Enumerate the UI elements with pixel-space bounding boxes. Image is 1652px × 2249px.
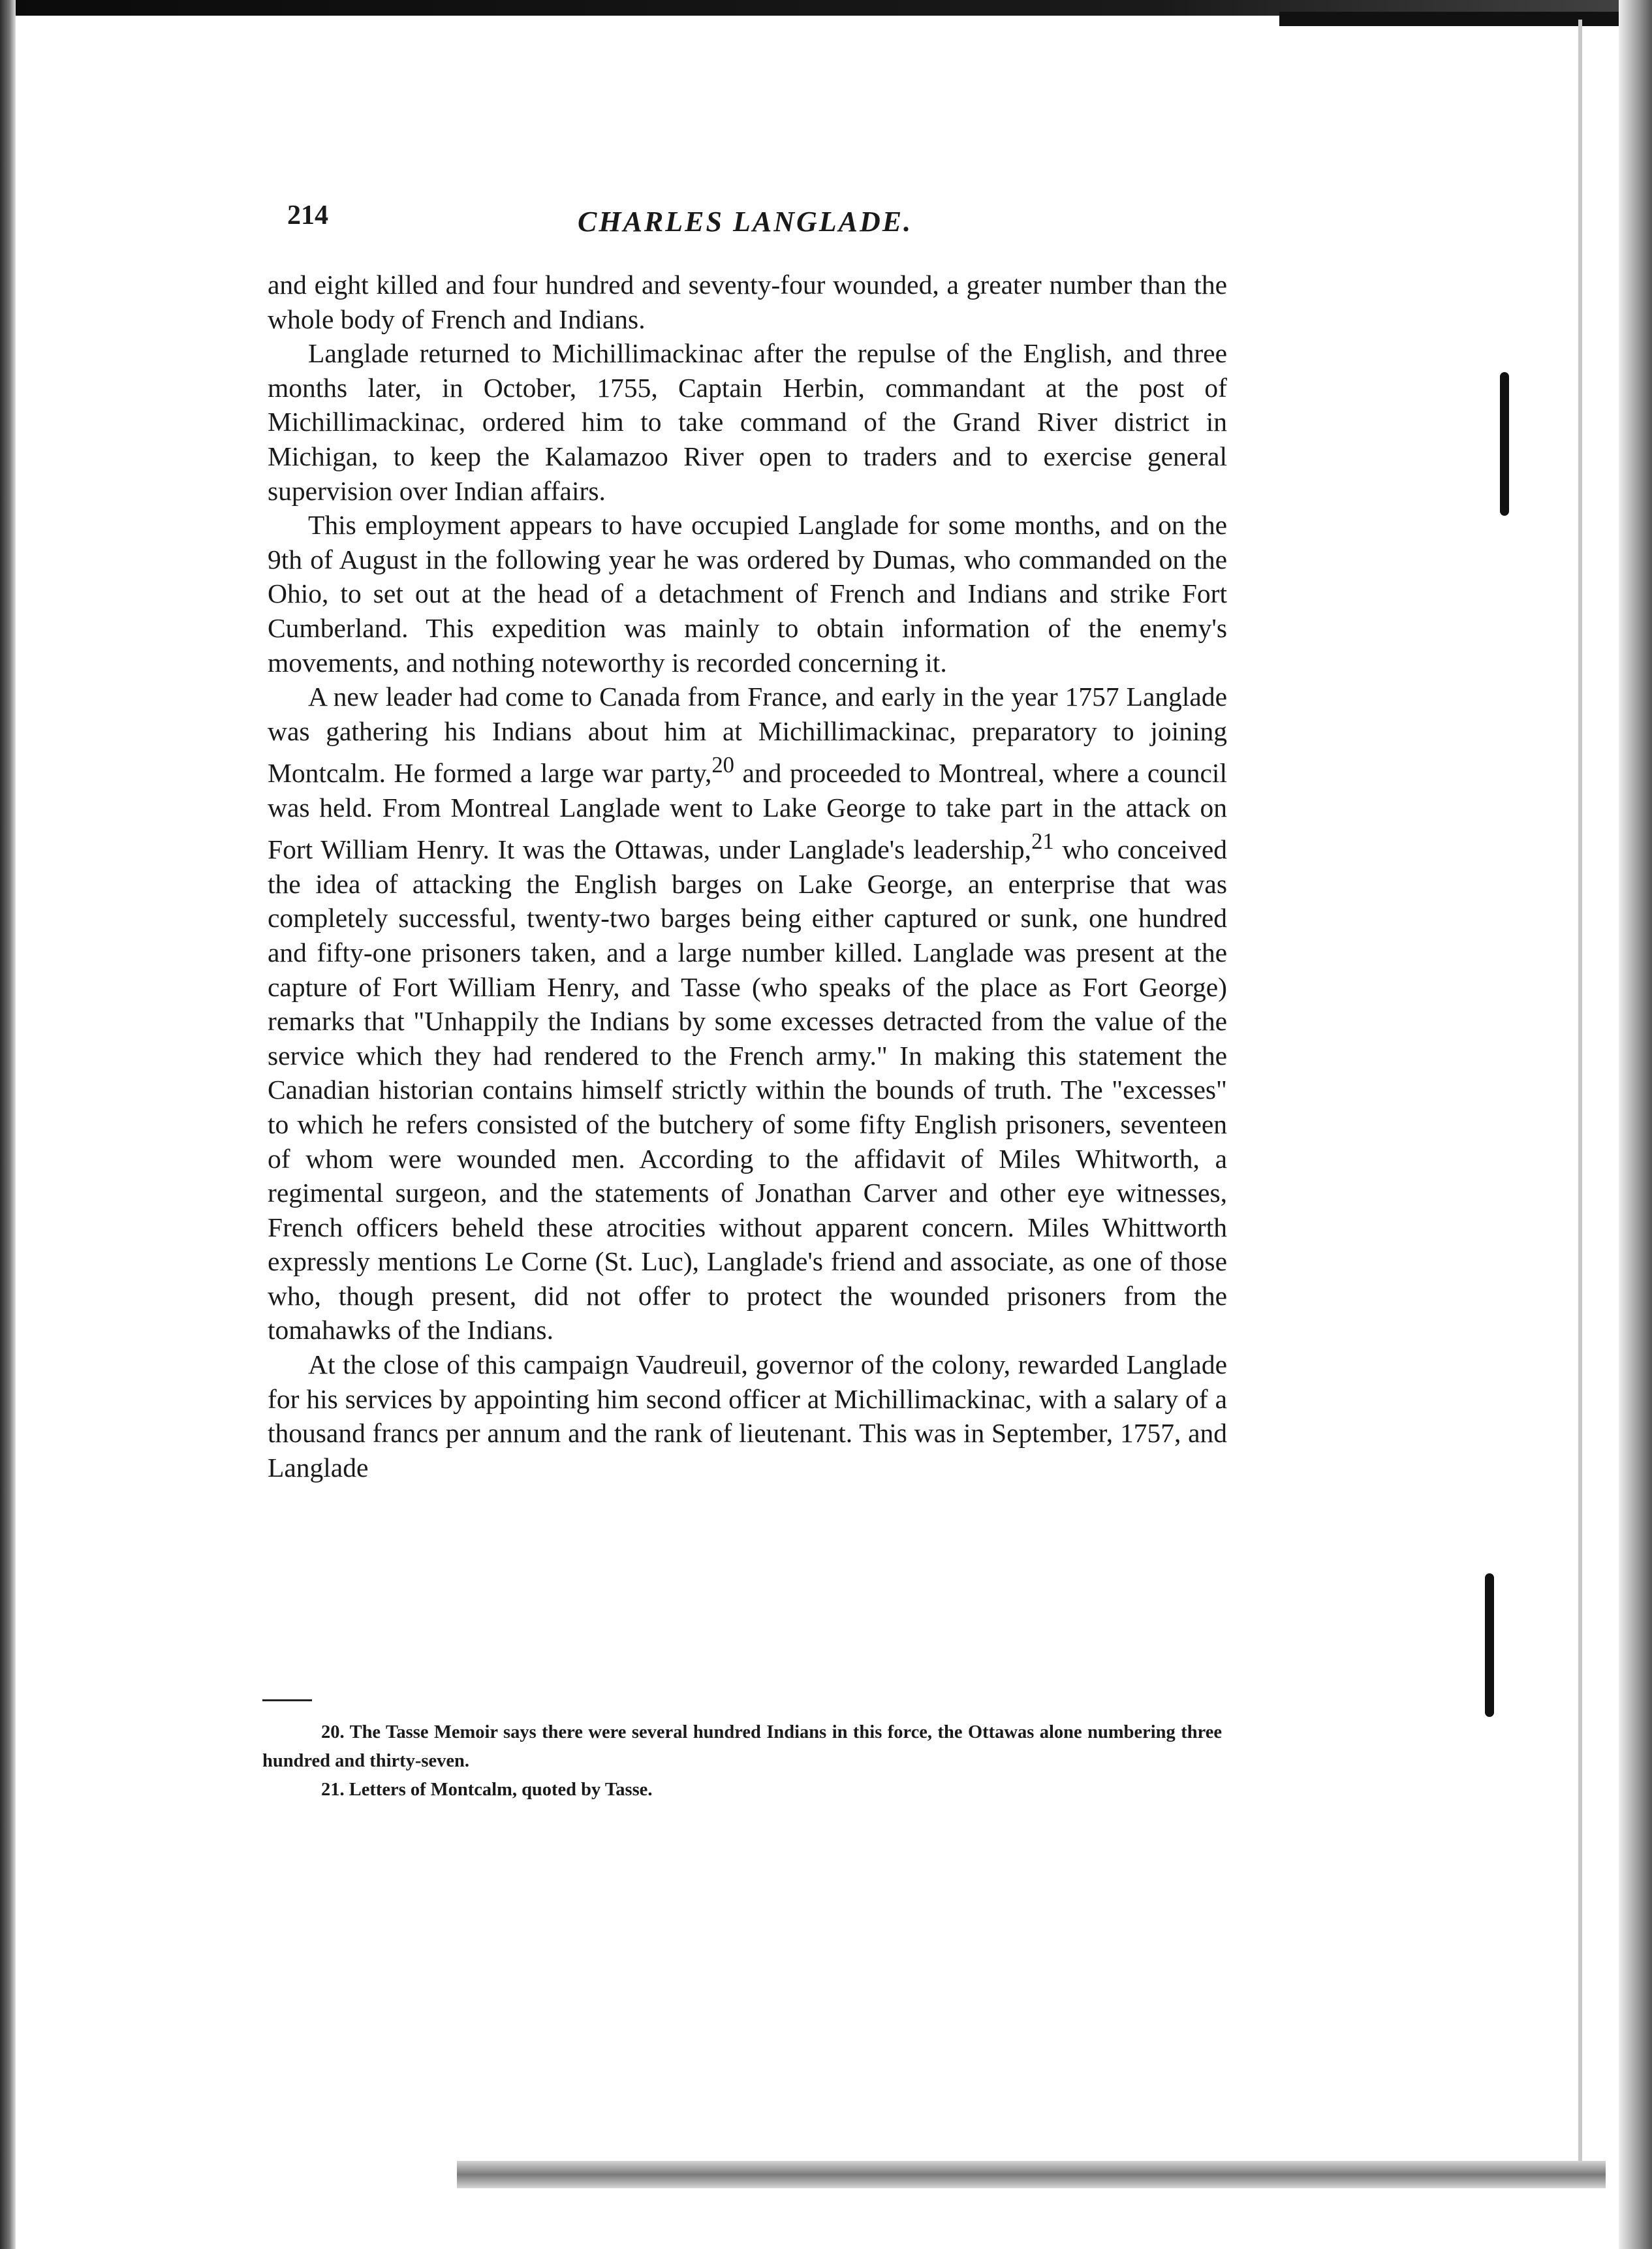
scan-border-right — [1619, 0, 1652, 2249]
footnote: 21. Letters of Montcalm, quoted by Tasse. — [321, 1780, 653, 1800]
margin-mark-upper — [1500, 372, 1509, 516]
running-head — [287, 200, 1240, 239]
paragraph: This employment appears to have occupied Langlade for some months, and on the 9th of August in the following year he was ordered by Dumas, who commanded on the Ohio, to set out at the head of a detachment of French and Indians and strike Fort Cumberland. This expedition was mainly to obtain information of the enemy's movements, and nothing noteworthy is recorded concerning it. — [268, 510, 1227, 678]
footnotes — [262, 1718, 1222, 1804]
page-number: 214 — [287, 200, 328, 230]
scan-border-top-right — [1279, 12, 1652, 26]
paragraph-text: who conceived the idea of attacking the English barges on Lake George, an enterprise that was completely successful, twenty-two barges being either captured or sunk, one hundred and fifty-one prisoners taken, and a large number killed. Langlade was present at the capture of Fort William Henry, and Tasse (who speaks of the place as Fort George) remarks that "Unhappily the Indians by some excesses detracted from the value of the service which they had rendered to the French army." In making this statement the Canadian historian contains himself strictly within the bounds of truth. The "excesses" to which he refers consisted of the butchery of some fifty English prisoners, seventeen of whom were wounded men. According to the affidavit of Miles Whitworth, a regimental surgeon, and the statements of Jonathan Carver and other eye witnesses, French officers beheld these atrocities without apparent concern. Miles Whittworth expressly mentions Le Corne (St. Luc), Langlade's friend and associate, as one of those who, though present, did not offer to protect the wounded prisoners from the tomahawks of the Indians. — [268, 834, 1227, 1345]
footnote: 20. The Tasse Memoir says there were several hundred Indians in this force, the Ottawas alone numbering three hundred and thirty-seven. — [262, 1722, 1222, 1771]
margin-mark-lower — [1485, 1573, 1494, 1717]
scan-border-left — [0, 0, 16, 2249]
body-text — [268, 268, 1227, 1485]
paragraph: At the close of this campaign Vaudreuil, governor of the colony, rewarded Langlade for his services by appointing him second officer at Michillimackinac, with a salary of a thousand francs per annum and the rank of lieutenant. This was in September, 1757, and Langlade — [268, 1349, 1227, 1483]
footnote-ref-21: 21 — [1031, 829, 1054, 855]
paragraph-text: and proceeded to Montreal, where a council was held. From Montreal Langlade went to Lake George to take part in the attack on Fort William Henry. It was the Ottawas, under Langlade's leadership, — [268, 758, 1227, 865]
paragraph-text: A new leader had come to Canada from France, and early in the year 1757 Langlade was gathering his Indians about him at Michillimackinac, preparatory to joining Montcalm. He formed a large war party, — [268, 682, 1227, 789]
footnote-divider — [262, 1699, 312, 1701]
scan-border-bottom — [457, 2161, 1606, 2188]
paragraph — [268, 680, 1227, 1347]
paragraph: and eight killed and four hundred and seventy-four wounded, a greater number than the whole body of French and Indians. — [268, 270, 1227, 334]
footnote-ref-20: 20 — [711, 753, 734, 778]
running-title: CHARLES LANGLADE. — [578, 206, 913, 238]
page-edge-shadow — [1578, 20, 1582, 2174]
paragraph: Langlade returned to Michillimackinac after the repulse of the English, and three months later, in October, 1755, Captain Herbin, commandant at the post of Michillimackinac, ordered him to take command of the Grand River district in Michigan, to keep the Kalamazoo River open to traders and to exercise general supervision over Indian affairs. — [268, 338, 1227, 506]
